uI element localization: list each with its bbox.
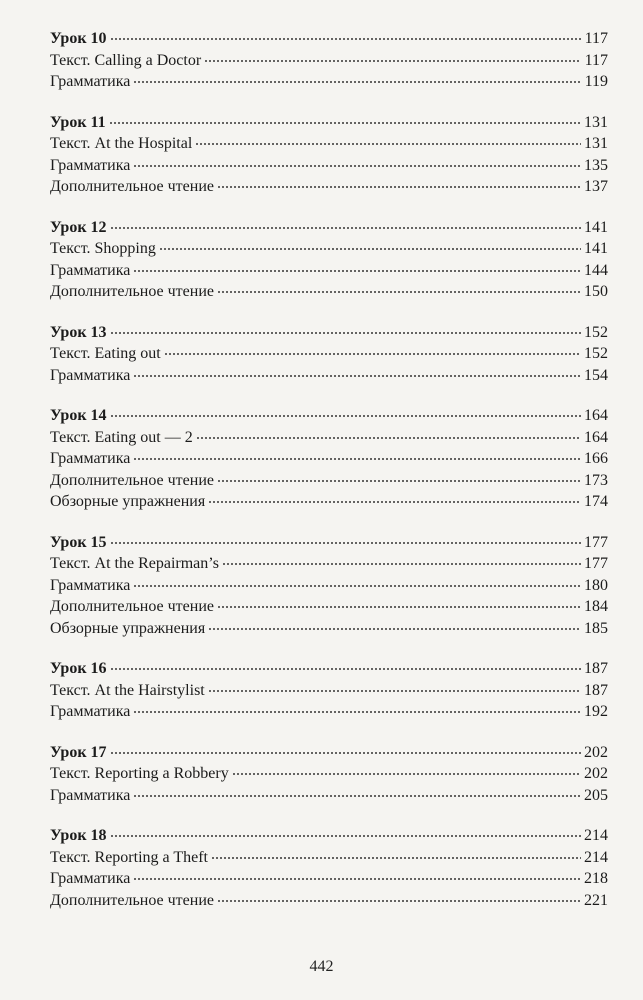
dot-leader	[110, 542, 581, 544]
lesson-heading	[50, 405, 608, 427]
toc-entry	[50, 763, 608, 785]
entry-page: 141	[584, 240, 608, 257]
entry-title: Дополнительное чтение	[50, 471, 214, 489]
entry-title: Текст. Shopping	[50, 240, 156, 257]
dot-leader	[196, 437, 581, 439]
lesson-group	[50, 658, 608, 723]
toc-entry	[50, 343, 608, 365]
toc-entry	[50, 785, 608, 807]
entry-page: 144	[584, 261, 608, 279]
lesson-page: 164	[584, 407, 608, 424]
dot-leader	[109, 122, 581, 124]
entry-title: Дополнительное чтение	[50, 598, 214, 615]
dot-leader	[110, 835, 581, 837]
dot-leader	[110, 415, 581, 417]
entry-page: 205	[584, 786, 608, 804]
entry-page: 187	[584, 681, 608, 699]
lesson-heading	[50, 742, 608, 764]
toc-entry	[50, 470, 608, 492]
dot-leader	[217, 480, 581, 482]
dot-leader	[133, 795, 581, 797]
entry-page: 221	[584, 891, 608, 909]
toc-entry	[50, 868, 608, 890]
lesson-page: 117	[584, 30, 608, 47]
dot-leader	[208, 501, 581, 503]
lesson-title: Урок 15	[50, 533, 107, 551]
dot-leader	[217, 900, 581, 902]
page-number: 442	[309, 958, 334, 975]
entry-page: 117	[584, 51, 608, 69]
toc-entry	[50, 281, 608, 303]
entry-page: 119	[584, 73, 608, 90]
toc-entry	[50, 155, 608, 177]
entry-page: 177	[584, 555, 608, 572]
entry-title: Грамматика	[50, 156, 131, 174]
lesson-group	[50, 217, 608, 303]
toc-entry	[50, 448, 608, 470]
entry-title: Дополнительное чтение	[50, 283, 214, 300]
dot-leader	[133, 878, 581, 880]
toc-entry	[50, 50, 608, 72]
toc-entry	[50, 701, 608, 723]
dot-leader	[133, 270, 581, 272]
entry-title: Текст. At the Repairman’s	[50, 555, 219, 572]
lesson-page: 187	[584, 660, 608, 677]
lesson-group	[50, 532, 608, 640]
lesson-title: Урок 17	[50, 743, 107, 761]
lesson-title: Урок 10	[50, 30, 107, 47]
entry-page: 154	[584, 366, 608, 384]
dot-leader	[133, 585, 581, 587]
dot-leader	[110, 332, 581, 334]
toc-entry	[50, 596, 608, 618]
lesson-page: 152	[584, 323, 608, 341]
entry-page: 214	[584, 848, 608, 866]
entry-title: Обзорные упражнения	[50, 493, 206, 510]
lesson-heading	[50, 825, 608, 847]
table-of-contents	[50, 28, 608, 930]
lesson-group	[50, 28, 608, 93]
toc-entry	[50, 176, 608, 198]
entry-title: Грамматика	[50, 450, 131, 467]
dot-leader	[159, 248, 581, 250]
dot-leader	[217, 606, 581, 608]
toc-entry	[50, 238, 608, 260]
dot-leader	[208, 628, 581, 630]
entry-title: Текст. At the Hairstylist	[50, 681, 205, 699]
lesson-group	[50, 112, 608, 198]
lesson-heading	[50, 322, 608, 344]
entry-page: 131	[584, 135, 608, 152]
lesson-page: 214	[584, 827, 608, 844]
toc-entry	[50, 575, 608, 597]
lesson-heading	[50, 658, 608, 680]
dot-leader	[133, 81, 581, 83]
toc-entry	[50, 491, 608, 513]
entry-title: Текст. Reporting a Theft	[50, 848, 208, 866]
lesson-page: 141	[584, 218, 608, 236]
dot-leader	[133, 375, 581, 377]
entry-page: 164	[584, 428, 608, 446]
toc-entry	[50, 365, 608, 387]
entry-page: 174	[584, 493, 608, 510]
entry-title: Текст. Eating out — 2	[50, 428, 193, 446]
lesson-heading	[50, 28, 608, 50]
entry-page: 150	[584, 283, 608, 300]
toc-entry	[50, 427, 608, 449]
entry-page: 192	[584, 703, 608, 720]
toc-entry	[50, 553, 608, 575]
lesson-heading	[50, 112, 608, 134]
entry-page: 218	[584, 870, 608, 887]
lesson-group	[50, 742, 608, 807]
entry-title: Текст. At the Hospital	[50, 135, 193, 152]
dot-leader	[133, 458, 581, 460]
entry-page: 135	[584, 156, 608, 174]
entry-page: 173	[584, 471, 608, 489]
entry-title: Грамматика	[50, 703, 131, 720]
entry-title: Текст. Calling a Doctor	[50, 51, 202, 69]
dot-leader	[133, 711, 581, 713]
entry-title: Текст. Reporting a Robbery	[50, 765, 229, 782]
entry-page: 185	[584, 619, 608, 637]
toc-entry	[50, 890, 608, 912]
toc-entry	[50, 133, 608, 155]
entry-title: Грамматика	[50, 576, 131, 594]
dot-leader	[217, 186, 581, 188]
dot-leader	[217, 291, 581, 293]
lesson-page: 202	[584, 743, 608, 761]
entry-title: Грамматика	[50, 261, 131, 279]
entry-page: 152	[584, 345, 608, 362]
dot-leader	[110, 668, 581, 670]
lesson-title: Урок 18	[50, 827, 107, 844]
lesson-title: Урок 11	[50, 113, 106, 131]
dot-leader	[110, 38, 581, 40]
lesson-title: Урок 13	[50, 323, 107, 341]
entry-page: 180	[584, 576, 608, 594]
dot-leader	[164, 353, 581, 355]
lesson-title: Урок 12	[50, 218, 107, 236]
dot-leader	[133, 165, 581, 167]
entry-title: Дополнительное чтение	[50, 178, 214, 195]
dot-leader	[110, 227, 581, 229]
entry-title: Грамматика	[50, 786, 131, 804]
lesson-heading	[50, 532, 608, 554]
dot-leader	[208, 690, 581, 692]
lesson-heading	[50, 217, 608, 239]
entry-title: Грамматика	[50, 366, 131, 384]
entry-page: 137	[584, 178, 608, 195]
lesson-group	[50, 405, 608, 513]
entry-title: Грамматика	[50, 870, 131, 887]
dot-leader	[110, 752, 581, 754]
dot-leader	[222, 563, 581, 565]
toc-entry	[50, 71, 608, 93]
lesson-page: 131	[584, 113, 608, 131]
entry-title: Дополнительное чтение	[50, 891, 214, 909]
toc-entry	[50, 680, 608, 702]
entry-title: Текст. Eating out	[50, 345, 161, 362]
entry-page: 166	[584, 450, 608, 467]
toc-entry	[50, 847, 608, 869]
dot-leader	[195, 143, 581, 145]
lesson-page: 177	[584, 533, 608, 551]
entry-title: Грамматика	[50, 73, 131, 90]
dot-leader	[204, 60, 581, 62]
dot-leader	[232, 773, 581, 775]
entry-page: 202	[584, 765, 608, 782]
entry-page: 184	[584, 598, 608, 615]
lesson-group	[50, 322, 608, 387]
toc-entry	[50, 618, 608, 640]
lesson-title: Урок 16	[50, 660, 107, 677]
toc-entry	[50, 260, 608, 282]
dot-leader	[211, 857, 581, 859]
lesson-title: Урок 14	[50, 407, 107, 424]
lesson-group	[50, 825, 608, 911]
entry-title: Обзорные упражнения	[50, 619, 206, 637]
